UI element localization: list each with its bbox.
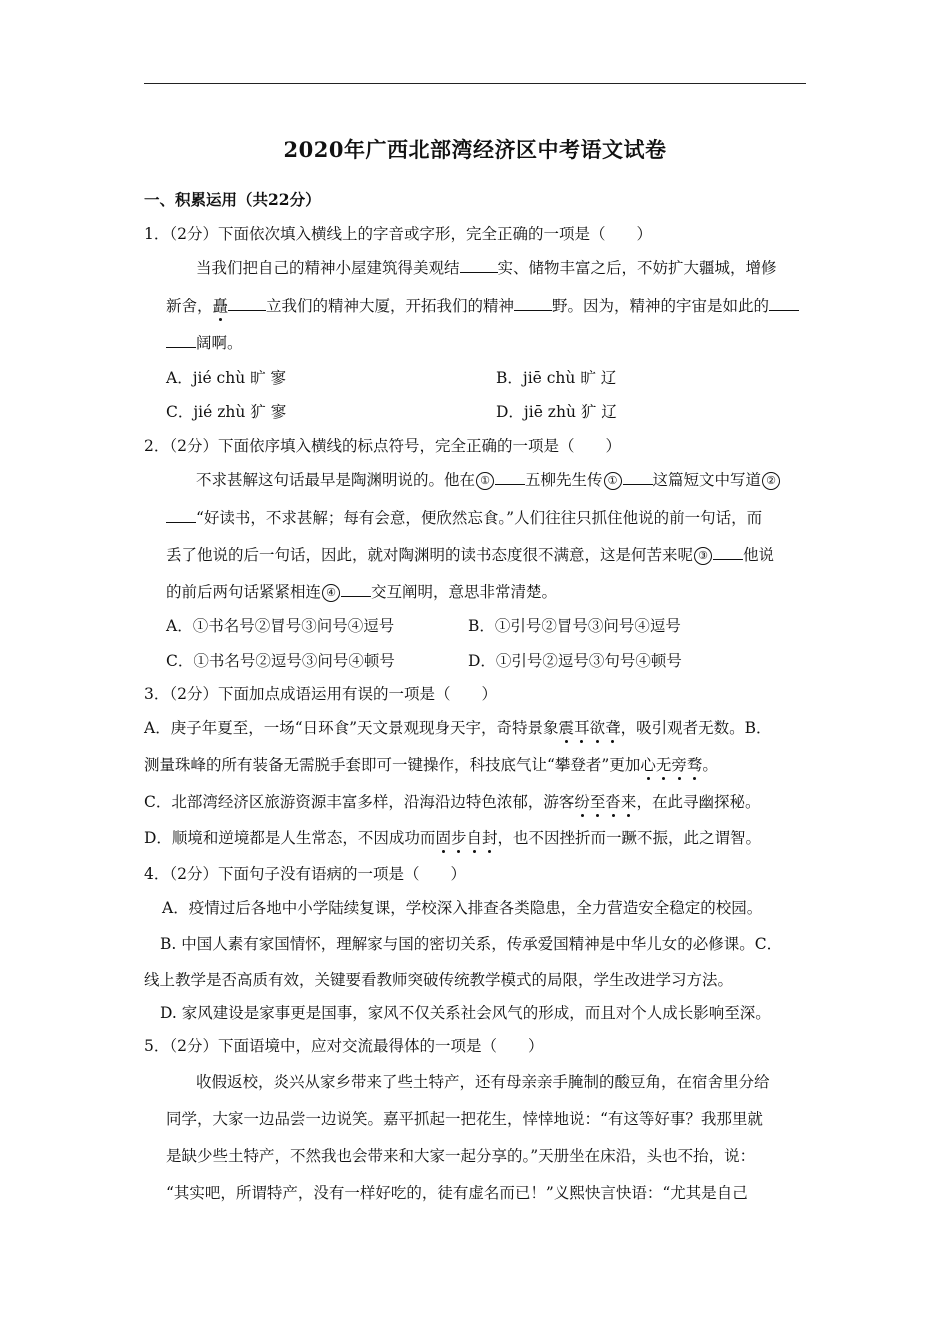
- q5-passage-line2: 同学，大家一边品尝一边说笑。嘉平抓起一把花生，悻悻地说：“有这等好事？我那里就: [166, 1110, 763, 1128]
- q2-option-c: C．①书名号②逗号③问号④顿号: [166, 652, 395, 670]
- q1-option-c: C．jié zhù 犷 寥: [166, 403, 287, 421]
- dotted-char: 骛: [686, 756, 703, 774]
- q2-option-a: A．①书名号②冒号③问号④逗号: [166, 617, 395, 635]
- q4-stem: 4．（2分）下面句子没有语病的一项是（ ）: [144, 865, 466, 883]
- dotted-char: 至: [589, 793, 606, 811]
- dotted-char: 心: [640, 756, 656, 774]
- q5-stem: 5．（2分）下面语境中，应对交流最得体的一项是（ ）: [144, 1037, 544, 1055]
- q3-option-d: D．顺境和逆境都是人生常态，不因成功而固步自封，也不因挫折而一蹶不振，此之谓智。: [144, 829, 762, 847]
- q2-passage-line2: “好读书，不求甚解；每有会意，便欣然忘食。”人们往往只抓住他说的前一句话，而: [166, 508, 762, 528]
- dotted-char: 欲: [589, 719, 606, 737]
- dotted-char: 旁: [671, 756, 687, 774]
- dotted-idiom: [574, 793, 636, 811]
- dotted-idiom: [435, 829, 497, 847]
- dotted-char: 步: [450, 829, 467, 847]
- q1-passage-line2: 新舍，矗 立我们的精神大厦，开拓我们的精神 野。因为，精神的宇宙是如此的: [166, 296, 799, 316]
- q4-option-d: D. 家风建设是家事更是国事，家风不仅关系社会风气的形成，而且对个人成长影响至深。: [160, 1004, 771, 1022]
- q2-option-b: B．①引号②冒号③问号④逗号: [468, 617, 681, 635]
- q3-option-b: 测量珠峰的所有装备无需脱手套即可一键操作，科技底气让“攀登者”更加心无旁骛。: [144, 756, 718, 774]
- page-title: 2020年广西北部湾经济区中考语文试卷: [283, 137, 667, 162]
- q4-option-a: A．疫情过后各地中小学陆续复课，学校深入排查各类隐患，全力营造安全稳定的校园。: [162, 899, 763, 917]
- section-heading: 一、积累运用（共22分）: [144, 190, 321, 209]
- q4-option-c: 线上教学是否高质有效，关键要看教师突破传统教学模式的局限，学生改进学习方法。: [144, 971, 734, 989]
- q1-passage-line3: 阔啊。: [166, 333, 243, 353]
- dotted-char: 来: [620, 793, 637, 811]
- dotted-char: 封: [481, 829, 498, 847]
- dotted-char: 自: [466, 829, 482, 847]
- q2-option-d: D．①引号②逗号③句号④顿号: [468, 652, 682, 670]
- q5-passage-line3: 是缺少些土特产，不然我也会带来和大家一起分享的。”天册坐在床沿，头也不抬，说：: [166, 1147, 756, 1165]
- dotted-char: 无: [655, 756, 672, 774]
- dotted-char: 纷: [574, 793, 590, 811]
- q4-option-b: B. 中国人素有家国情怀，理解家与国的密切关系，传承爱国精神是中华儿女的必修课。C．: [160, 935, 783, 953]
- dotted-idiom: [559, 719, 621, 737]
- q2-passage-line4: 的前后两句话紧紧相连 ④ 交互阐明，意思非常清楚。: [166, 583, 558, 601]
- q1-stem: 1．（2分）下面依次填入横线上的字音或字形，完全正确的一项是（ ）: [144, 225, 652, 243]
- q2-passage-line3: 丢了他说的后一句话，因此，就对陶渊明的读书态度很不满意，这是何苦来呢 ③ 他说: [166, 546, 775, 564]
- dotted-char: 沓: [605, 793, 621, 811]
- q3-stem: 3．（2分）下面加点成语运用有误的一项是（ ）: [144, 685, 497, 703]
- dotted-char: 固: [435, 829, 451, 847]
- dotted-char: 耳: [574, 719, 590, 737]
- q2-passage-line1: 不求甚解这句话最早是陶渊明说的。他在 ① 五柳先生传 ① 这篇短文中写道 ②: [196, 470, 781, 490]
- q3-option-c: C．北部湾经济区旅游资源丰富多样，沿海沿边特色浓郁，游客纷至沓来，在此寻幽探秘。: [144, 793, 761, 811]
- dotted-idiom: [640, 756, 702, 774]
- dotted-char: 聋: [605, 719, 621, 737]
- q5-passage-line4: “其实吧，所谓特产，没有一样好吃的，徒有虚名而已！”义熙快言快语：“尤其是自己: [166, 1184, 748, 1202]
- q1-option-d: D．jiē zhù 犷 辽: [496, 403, 617, 421]
- dotted-char: 矗: [212, 297, 229, 315]
- q1-option-b: B．jiē chù 旷 辽: [496, 369, 617, 387]
- header-rule: [144, 83, 806, 84]
- q1-passage-line1: 当我们把自己的精神小屋建筑得美观结 实、储物丰富之后，不妨扩大疆城，增修: [196, 259, 777, 277]
- q5-passage-line1: 收假返校，炎兴从家乡带来了些土特产，还有母亲亲手腌制的酸豆角，在宿舍里分给: [196, 1073, 770, 1091]
- q3-option-a: A．庚子年夏至，一场“日环食”天文景观现身天宇，奇特景象震耳欲聋，吸引观者无数。B．: [144, 719, 772, 737]
- q1-option-a: A．jié chù 旷 寥: [166, 369, 287, 387]
- dotted-char: 震: [558, 719, 575, 737]
- q2-stem: 2．（2分）下面依序填入横线的标点符号，完全正确的一项是（ ）: [144, 437, 621, 455]
